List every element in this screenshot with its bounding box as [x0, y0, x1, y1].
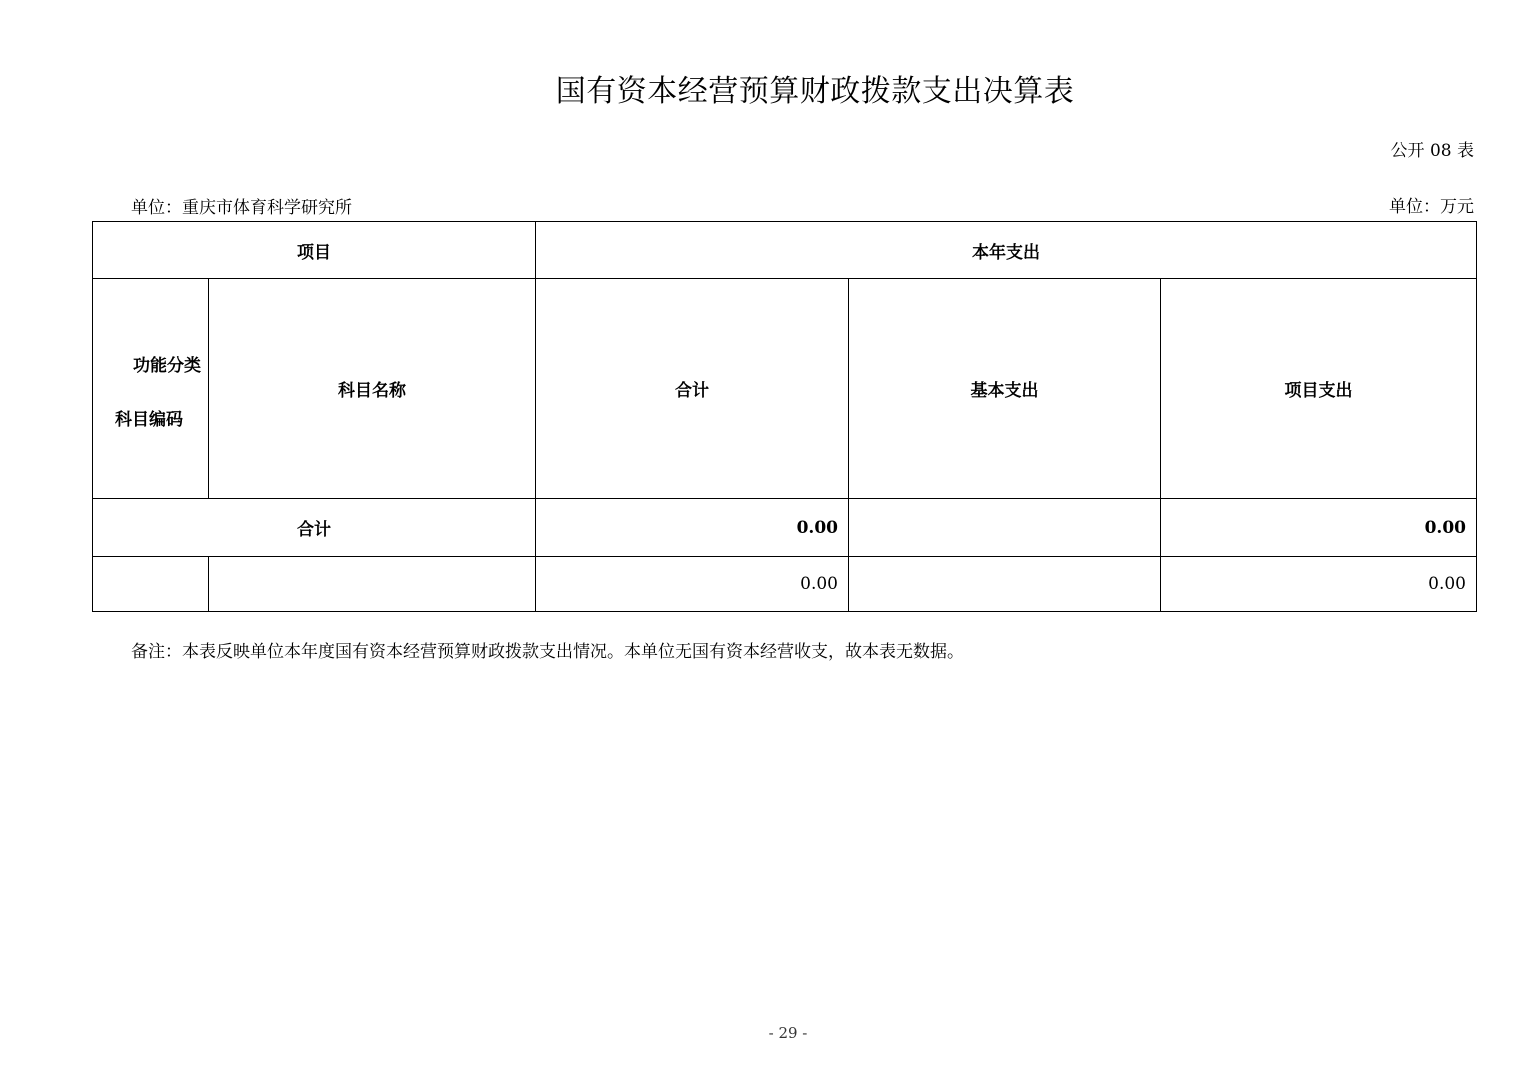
total-row-project: 0.00 — [1161, 499, 1477, 557]
total-row-label: 合计 — [93, 499, 536, 557]
header-row-top — [93, 222, 1477, 279]
total-row-basic — [849, 499, 1161, 557]
organization-unit: 单位：重庆市体育科学研究所 — [131, 198, 352, 218]
row-total: 0.00 — [536, 557, 849, 612]
table-row — [93, 557, 1477, 612]
table-note: 备注：本表反映单位本年度国有资本经营预算财政拨款支出情况。本单位无国有资本经营收支，故本表无数据。 — [131, 642, 964, 662]
currency-unit: 单位：万元 — [1389, 197, 1474, 217]
header-code-line1: 功能分类 — [133, 356, 201, 376]
form-number: 公开 08 表 — [1390, 141, 1474, 161]
header-year-expense: 本年支出 — [536, 222, 1477, 279]
header-item: 项目 — [93, 222, 536, 279]
header-row-columns — [93, 279, 1477, 499]
header-project: 项目支出 — [1161, 279, 1477, 499]
expense-table — [92, 221, 1477, 612]
page-title: 国有资本经营预算财政拨款支出决算表 — [555, 74, 1075, 109]
header-name: 科目名称 — [209, 279, 536, 499]
row-project: 0.00 — [1161, 557, 1477, 612]
row-basic — [849, 557, 1161, 612]
row-code — [93, 557, 209, 612]
header-total: 合计 — [536, 279, 849, 499]
total-row — [93, 499, 1477, 557]
total-row-total: 0.00 — [536, 499, 849, 557]
page-number: - 29 - — [768, 1024, 808, 1042]
row-name — [209, 557, 536, 612]
header-code-cell — [93, 279, 209, 499]
header-code-line2: 科目编码 — [115, 410, 183, 430]
header-basic: 基本支出 — [849, 279, 1161, 499]
